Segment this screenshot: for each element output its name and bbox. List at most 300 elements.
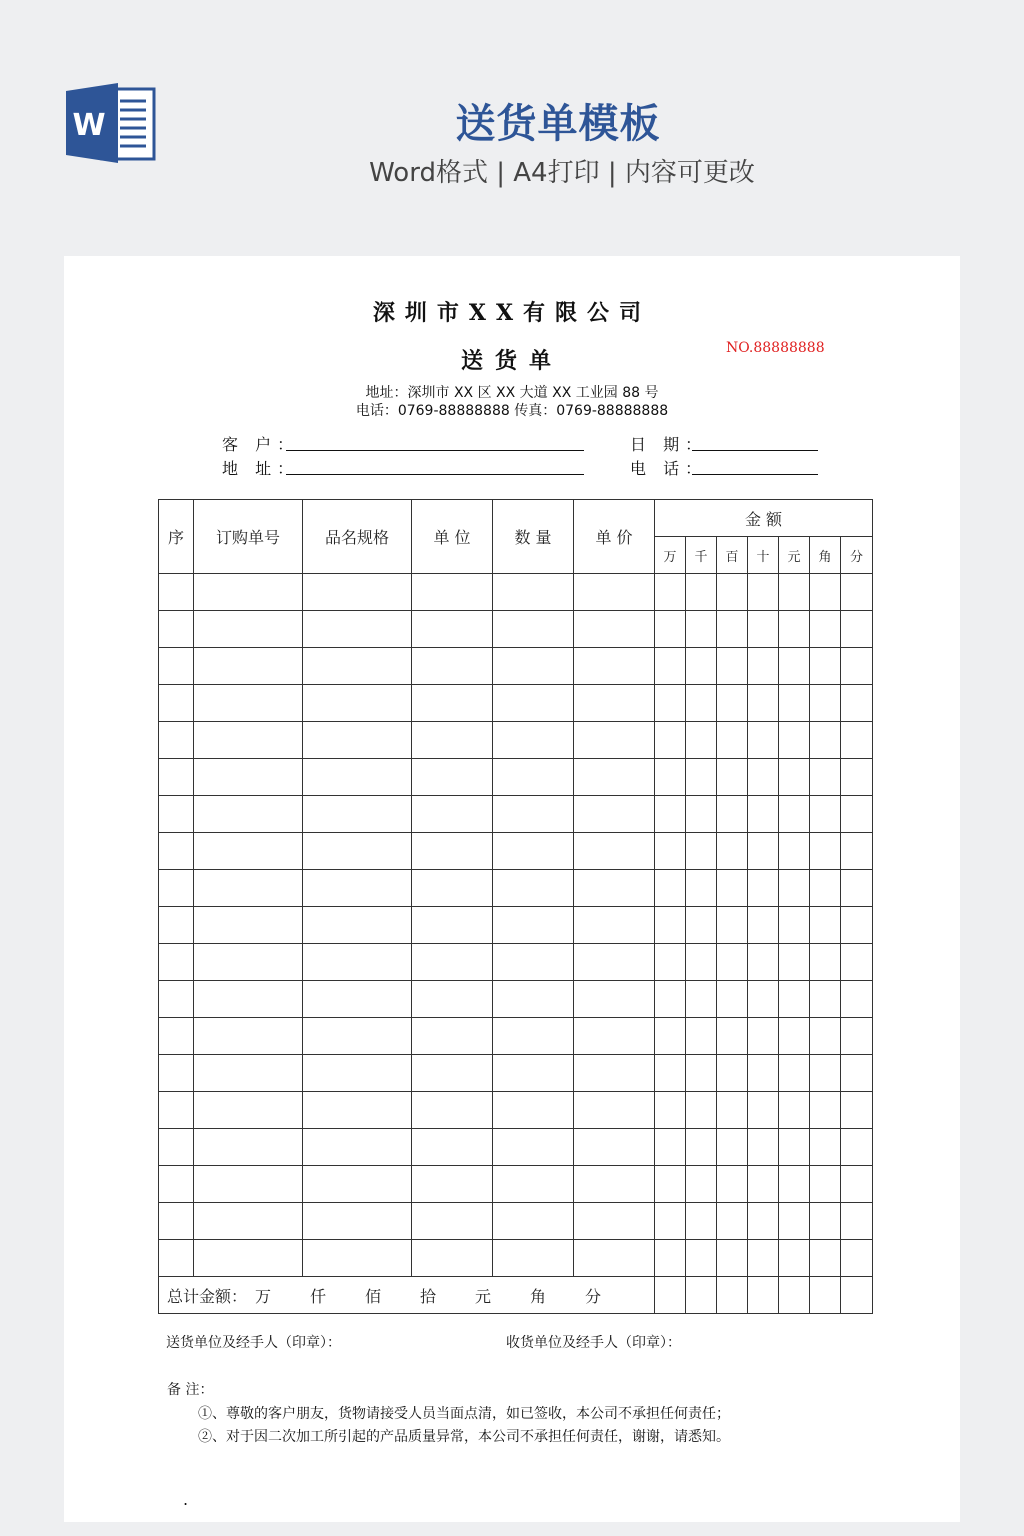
table-cell[interactable]	[574, 907, 655, 944]
table-cell[interactable]	[574, 1018, 655, 1055]
table-cell[interactable]	[841, 759, 873, 796]
notes-heading: 备 注：	[167, 1382, 214, 1398]
note-item: ①、尊敬的客户朋友，货物请接受人员当面点清，如已签收，本公司不承担任何责任；	[198, 1406, 730, 1422]
table-cell[interactable]	[717, 1055, 748, 1092]
table-cell[interactable]	[655, 648, 686, 685]
company-name: 深圳市XX有限公司	[372, 300, 652, 326]
table-cell[interactable]	[493, 1240, 574, 1277]
table-row	[159, 833, 873, 870]
table-cell[interactable]	[159, 833, 194, 870]
table-cell[interactable]	[841, 833, 873, 870]
table-cell[interactable]	[194, 1240, 303, 1277]
table-cell[interactable]	[655, 685, 686, 722]
table-cell[interactable]	[412, 870, 493, 907]
table-cell[interactable]	[159, 1240, 194, 1277]
table-cell[interactable]	[412, 1129, 493, 1166]
table-cell[interactable]	[194, 1018, 303, 1055]
table-cell[interactable]	[841, 611, 873, 648]
table-cell[interactable]	[303, 1166, 412, 1203]
table-cell[interactable]	[686, 685, 717, 722]
table-cell[interactable]	[303, 1055, 412, 1092]
table-cell[interactable]	[303, 759, 412, 796]
amount-unit-shi: 十	[748, 537, 779, 574]
table-cell[interactable]	[194, 1203, 303, 1240]
table-cell[interactable]	[748, 648, 779, 685]
table-row	[159, 1092, 873, 1129]
table-cell[interactable]	[159, 1055, 194, 1092]
table-cell[interactable]	[303, 574, 412, 611]
table-cell[interactable]	[574, 870, 655, 907]
table-cell[interactable]	[303, 1240, 412, 1277]
table-cell[interactable]	[779, 1203, 810, 1240]
table-cell[interactable]	[686, 1018, 717, 1055]
table-cell[interactable]	[493, 1055, 574, 1092]
table-cell[interactable]	[194, 1129, 303, 1166]
table-cell[interactable]	[159, 685, 194, 722]
table-cell[interactable]	[574, 611, 655, 648]
table-cell[interactable]	[493, 1129, 574, 1166]
phone-label: 电 话：	[630, 459, 708, 478]
table-cell[interactable]	[574, 1092, 655, 1129]
table-cell[interactable]	[810, 611, 841, 648]
total-amount-digit-cell[interactable]	[655, 1277, 686, 1314]
table-cell[interactable]	[574, 1055, 655, 1092]
table-cell[interactable]	[194, 1092, 303, 1129]
table-row	[159, 648, 873, 685]
table-cell[interactable]	[574, 648, 655, 685]
table-cell[interactable]	[841, 907, 873, 944]
table-cell[interactable]	[493, 1018, 574, 1055]
table-row	[159, 870, 873, 907]
table-cell[interactable]	[810, 796, 841, 833]
table-cell[interactable]	[717, 1129, 748, 1166]
table-cell[interactable]	[779, 981, 810, 1018]
col-header-quantity: 数 量	[493, 500, 574, 574]
table-cell[interactable]	[159, 611, 194, 648]
table-cell[interactable]	[717, 870, 748, 907]
table-cell[interactable]	[412, 944, 493, 981]
table-cell[interactable]	[159, 870, 194, 907]
form-number: NO.88888888	[726, 340, 825, 356]
table-cell[interactable]	[194, 648, 303, 685]
table-cell[interactable]	[159, 1129, 194, 1166]
table-cell[interactable]	[412, 1092, 493, 1129]
table-cell[interactable]	[493, 759, 574, 796]
table-row	[159, 944, 873, 981]
table-cell[interactable]	[412, 759, 493, 796]
table-cell[interactable]	[748, 759, 779, 796]
table-cell[interactable]	[159, 1203, 194, 1240]
table-cell[interactable]	[159, 1092, 194, 1129]
table-cell[interactable]	[779, 870, 810, 907]
table-cell[interactable]	[493, 796, 574, 833]
table-cell[interactable]	[810, 907, 841, 944]
table-cell[interactable]	[686, 1203, 717, 1240]
table-cell[interactable]	[686, 1166, 717, 1203]
table-cell[interactable]	[841, 1240, 873, 1277]
table-cell[interactable]	[655, 722, 686, 759]
table-cell[interactable]	[655, 759, 686, 796]
table-cell[interactable]	[412, 722, 493, 759]
table-cell[interactable]	[574, 944, 655, 981]
table-cell[interactable]	[810, 1018, 841, 1055]
table-cell[interactable]	[717, 574, 748, 611]
table-cell[interactable]	[412, 574, 493, 611]
table-cell[interactable]	[159, 1018, 194, 1055]
table-cell[interactable]	[748, 1092, 779, 1129]
table-cell[interactable]	[779, 1129, 810, 1166]
table-cell[interactable]	[717, 796, 748, 833]
table-cell[interactable]	[655, 796, 686, 833]
table-cell[interactable]	[810, 648, 841, 685]
table-row	[159, 1018, 873, 1055]
table-cell[interactable]	[303, 870, 412, 907]
table-cell[interactable]	[779, 611, 810, 648]
table-cell[interactable]	[412, 1240, 493, 1277]
table-cell[interactable]	[303, 1018, 412, 1055]
table-cell[interactable]	[841, 648, 873, 685]
company-phone-fax: 电话：0769-88888888 传真：0769-88888888	[355, 403, 669, 419]
table-cell[interactable]	[841, 796, 873, 833]
table-cell[interactable]	[303, 944, 412, 981]
table-cell[interactable]	[493, 722, 574, 759]
table-cell[interactable]	[574, 722, 655, 759]
table-row	[159, 611, 873, 648]
table-cell[interactable]	[159, 981, 194, 1018]
table-cell[interactable]	[194, 981, 303, 1018]
table-cell[interactable]	[412, 1203, 493, 1240]
table-cell[interactable]	[194, 833, 303, 870]
page-subtitle: Word格式 | A4打印 | 内容可更改	[369, 158, 755, 188]
table-cell[interactable]	[655, 981, 686, 1018]
table-cell[interactable]	[810, 870, 841, 907]
table-cell[interactable]	[655, 1092, 686, 1129]
table-cell[interactable]	[412, 796, 493, 833]
table-cell[interactable]	[748, 685, 779, 722]
table-cell[interactable]	[717, 833, 748, 870]
table-cell[interactable]	[655, 1055, 686, 1092]
table-cell[interactable]	[841, 870, 873, 907]
customer-field[interactable]	[286, 450, 584, 451]
sender-signature: 送货单位及经手人（印章）：	[166, 1335, 341, 1351]
total-amount-digit-cell[interactable]	[779, 1277, 810, 1314]
table-cell[interactable]	[303, 796, 412, 833]
col-header-product: 品名规格	[303, 500, 412, 574]
table-cell[interactable]	[655, 1240, 686, 1277]
table-cell[interactable]	[748, 1203, 779, 1240]
table-cell[interactable]	[159, 907, 194, 944]
table-cell[interactable]	[655, 1166, 686, 1203]
table-cell[interactable]	[779, 907, 810, 944]
table-cell[interactable]	[841, 574, 873, 611]
total-unit-label: 佰	[365, 1286, 382, 1306]
table-cell[interactable]	[303, 611, 412, 648]
table-cell[interactable]	[717, 1166, 748, 1203]
table-cell[interactable]	[574, 1240, 655, 1277]
table-row	[159, 574, 873, 611]
table-cell[interactable]	[686, 907, 717, 944]
table-cell[interactable]	[194, 870, 303, 907]
table-cell[interactable]	[779, 685, 810, 722]
total-amount-digit-cell[interactable]	[748, 1277, 779, 1314]
table-cell[interactable]	[412, 685, 493, 722]
table-cell[interactable]	[159, 722, 194, 759]
table-cell[interactable]	[748, 870, 779, 907]
company-address: 地址：深圳市 XX 区 XX 大道 XX 工业园 88 号	[365, 385, 659, 401]
word-logo-letter: W	[72, 108, 106, 143]
table-row	[159, 981, 873, 1018]
table-cell[interactable]	[686, 1240, 717, 1277]
table-cell[interactable]	[493, 1203, 574, 1240]
table-cell[interactable]	[841, 685, 873, 722]
table-cell[interactable]	[194, 944, 303, 981]
col-header-unit: 单 位	[412, 500, 493, 574]
total-amount-digit-cell[interactable]	[841, 1277, 873, 1314]
total-unit-label: 元	[475, 1286, 492, 1306]
total-unit-label: 拾	[420, 1286, 437, 1306]
table-cell[interactable]	[686, 1055, 717, 1092]
total-amount-digit-cell[interactable]	[717, 1277, 748, 1314]
col-header-seq: 序	[159, 500, 194, 574]
table-cell[interactable]	[748, 1166, 779, 1203]
table-cell[interactable]	[493, 981, 574, 1018]
table-cell[interactable]	[810, 981, 841, 1018]
table-cell[interactable]	[810, 1240, 841, 1277]
table-cell[interactable]	[412, 981, 493, 1018]
table-cell[interactable]	[748, 833, 779, 870]
date-label: 日 期：	[630, 435, 708, 454]
total-unit-label: 仟	[310, 1286, 327, 1306]
table-cell[interactable]	[810, 1203, 841, 1240]
table-cell[interactable]	[779, 648, 810, 685]
table-cell[interactable]	[493, 833, 574, 870]
table-cell[interactable]	[717, 1092, 748, 1129]
table-cell[interactable]	[655, 1018, 686, 1055]
table-cell[interactable]	[841, 944, 873, 981]
table-cell[interactable]	[717, 722, 748, 759]
table-cell[interactable]	[194, 685, 303, 722]
table-cell[interactable]	[748, 611, 779, 648]
table-cell[interactable]	[412, 1055, 493, 1092]
table-cell[interactable]	[717, 685, 748, 722]
table-cell[interactable]	[493, 611, 574, 648]
table-cell[interactable]	[574, 1203, 655, 1240]
total-amount-digit-cell[interactable]	[810, 1277, 841, 1314]
table-cell[interactable]	[655, 574, 686, 611]
table-cell[interactable]	[574, 833, 655, 870]
table-cell[interactable]	[810, 1092, 841, 1129]
table-cell[interactable]	[493, 574, 574, 611]
table-cell[interactable]	[574, 574, 655, 611]
table-cell[interactable]	[779, 1166, 810, 1203]
table-cell[interactable]	[779, 1055, 810, 1092]
table-cell[interactable]	[655, 833, 686, 870]
table-cell[interactable]	[717, 1018, 748, 1055]
table-cell[interactable]	[303, 722, 412, 759]
table-cell[interactable]	[493, 1092, 574, 1129]
table-cell[interactable]	[748, 722, 779, 759]
table-cell[interactable]	[717, 759, 748, 796]
table-cell[interactable]	[748, 981, 779, 1018]
table-cell[interactable]	[655, 907, 686, 944]
table-cell[interactable]	[841, 1092, 873, 1129]
table-cell[interactable]	[810, 1166, 841, 1203]
table-cell[interactable]	[574, 759, 655, 796]
table-cell[interactable]	[841, 1018, 873, 1055]
table-cell[interactable]	[194, 611, 303, 648]
table-cell[interactable]	[810, 759, 841, 796]
table-cell[interactable]	[493, 944, 574, 981]
table-cell[interactable]	[303, 1092, 412, 1129]
table-cell[interactable]	[717, 1203, 748, 1240]
table-cell[interactable]	[748, 1240, 779, 1277]
table-cell[interactable]	[779, 833, 810, 870]
table-cell[interactable]	[194, 907, 303, 944]
table-row	[159, 759, 873, 796]
table-cell[interactable]	[810, 574, 841, 611]
table-cell[interactable]	[841, 1203, 873, 1240]
table-cell[interactable]	[303, 981, 412, 1018]
table-cell[interactable]	[810, 833, 841, 870]
table-cell[interactable]	[574, 1166, 655, 1203]
table-cell[interactable]	[194, 1055, 303, 1092]
word-icon	[66, 83, 156, 163]
table-cell[interactable]	[303, 648, 412, 685]
table-cell[interactable]	[686, 981, 717, 1018]
table-cell[interactable]	[779, 759, 810, 796]
note-item: ②、对于因二次加工所引起的产品质量异常，本公司不承担任何责任，谢谢，请悉知。	[198, 1429, 730, 1445]
table-cell[interactable]	[303, 1129, 412, 1166]
table-cell[interactable]	[194, 759, 303, 796]
table-cell[interactable]	[655, 1129, 686, 1166]
table-cell[interactable]	[655, 944, 686, 981]
table-cell[interactable]	[655, 1203, 686, 1240]
table-cell[interactable]	[841, 1055, 873, 1092]
table-cell[interactable]	[159, 574, 194, 611]
table-cell[interactable]	[686, 833, 717, 870]
table-cell[interactable]	[655, 870, 686, 907]
table-cell[interactable]	[412, 1166, 493, 1203]
table-cell[interactable]	[810, 944, 841, 981]
table-cell[interactable]	[493, 685, 574, 722]
table-cell[interactable]	[717, 1240, 748, 1277]
table-cell[interactable]	[686, 944, 717, 981]
table-cell[interactable]	[574, 1129, 655, 1166]
col-header-amount: 金 额	[655, 500, 873, 537]
table-cell[interactable]	[412, 907, 493, 944]
table-cell[interactable]	[412, 611, 493, 648]
table-cell[interactable]	[779, 944, 810, 981]
table-cell[interactable]	[303, 1203, 412, 1240]
date-field[interactable]	[692, 450, 818, 451]
table-row	[159, 796, 873, 833]
col-header-order-no: 订购单号	[194, 500, 303, 574]
table-cell[interactable]	[841, 722, 873, 759]
table-cell[interactable]	[810, 685, 841, 722]
table-cell[interactable]	[159, 944, 194, 981]
amount-unit-wan: 万	[655, 537, 686, 574]
table-cell[interactable]	[655, 611, 686, 648]
table-cell[interactable]	[779, 574, 810, 611]
table-cell[interactable]	[779, 1240, 810, 1277]
table-cell[interactable]	[686, 574, 717, 611]
table-cell[interactable]	[686, 648, 717, 685]
table-cell[interactable]	[686, 1129, 717, 1166]
table-cell[interactable]	[194, 1166, 303, 1203]
total-row	[159, 1277, 873, 1314]
table-cell[interactable]	[748, 574, 779, 611]
table-cell[interactable]	[159, 648, 194, 685]
table-cell[interactable]	[159, 1166, 194, 1203]
table-cell[interactable]	[303, 685, 412, 722]
table-cell[interactable]	[686, 759, 717, 796]
table-cell[interactable]	[779, 796, 810, 833]
table-row	[159, 685, 873, 722]
table-cell[interactable]	[574, 685, 655, 722]
table-cell[interactable]	[810, 1129, 841, 1166]
table-cell[interactable]	[303, 833, 412, 870]
table-cell[interactable]	[412, 648, 493, 685]
table-cell[interactable]	[493, 648, 574, 685]
table-cell[interactable]	[841, 1129, 873, 1166]
table-cell[interactable]	[717, 944, 748, 981]
table-cell[interactable]	[574, 981, 655, 1018]
table-cell[interactable]	[748, 1129, 779, 1166]
table-cell[interactable]	[686, 796, 717, 833]
table-cell[interactable]	[841, 1166, 873, 1203]
total-unit-label: 万	[255, 1286, 272, 1306]
table-cell[interactable]	[194, 796, 303, 833]
table-cell[interactable]	[412, 833, 493, 870]
table-cell[interactable]	[779, 1092, 810, 1129]
table-cell[interactable]	[779, 1018, 810, 1055]
table-cell[interactable]	[686, 1092, 717, 1129]
table-cell[interactable]	[574, 796, 655, 833]
table-cell[interactable]	[779, 722, 810, 759]
table-cell[interactable]	[303, 907, 412, 944]
table-cell[interactable]	[493, 1166, 574, 1203]
table-cell[interactable]	[717, 648, 748, 685]
table-row	[159, 1055, 873, 1092]
table-cell[interactable]	[493, 907, 574, 944]
table-cell[interactable]	[159, 759, 194, 796]
table-cell[interactable]	[748, 1018, 779, 1055]
table-cell[interactable]	[748, 1055, 779, 1092]
table-cell[interactable]	[412, 1018, 493, 1055]
table-cell[interactable]	[159, 796, 194, 833]
table-cell[interactable]	[748, 907, 779, 944]
total-amount-cell	[159, 1277, 655, 1314]
table-row	[159, 907, 873, 944]
table-cell[interactable]	[841, 981, 873, 1018]
table-cell[interactable]	[686, 870, 717, 907]
table-cell[interactable]	[810, 722, 841, 759]
table-cell[interactable]	[748, 796, 779, 833]
table-cell[interactable]	[717, 907, 748, 944]
table-cell[interactable]	[748, 944, 779, 981]
table-cell[interactable]	[194, 722, 303, 759]
table-cell[interactable]	[493, 870, 574, 907]
table-cell[interactable]	[686, 611, 717, 648]
table-cell[interactable]	[686, 722, 717, 759]
table-cell[interactable]	[810, 1055, 841, 1092]
table-cell[interactable]	[717, 611, 748, 648]
address-field[interactable]	[286, 474, 584, 475]
table-cell[interactable]	[717, 981, 748, 1018]
table-cell[interactable]	[194, 574, 303, 611]
total-amount-digit-cell[interactable]	[686, 1277, 717, 1314]
phone-field[interactable]	[692, 474, 818, 475]
